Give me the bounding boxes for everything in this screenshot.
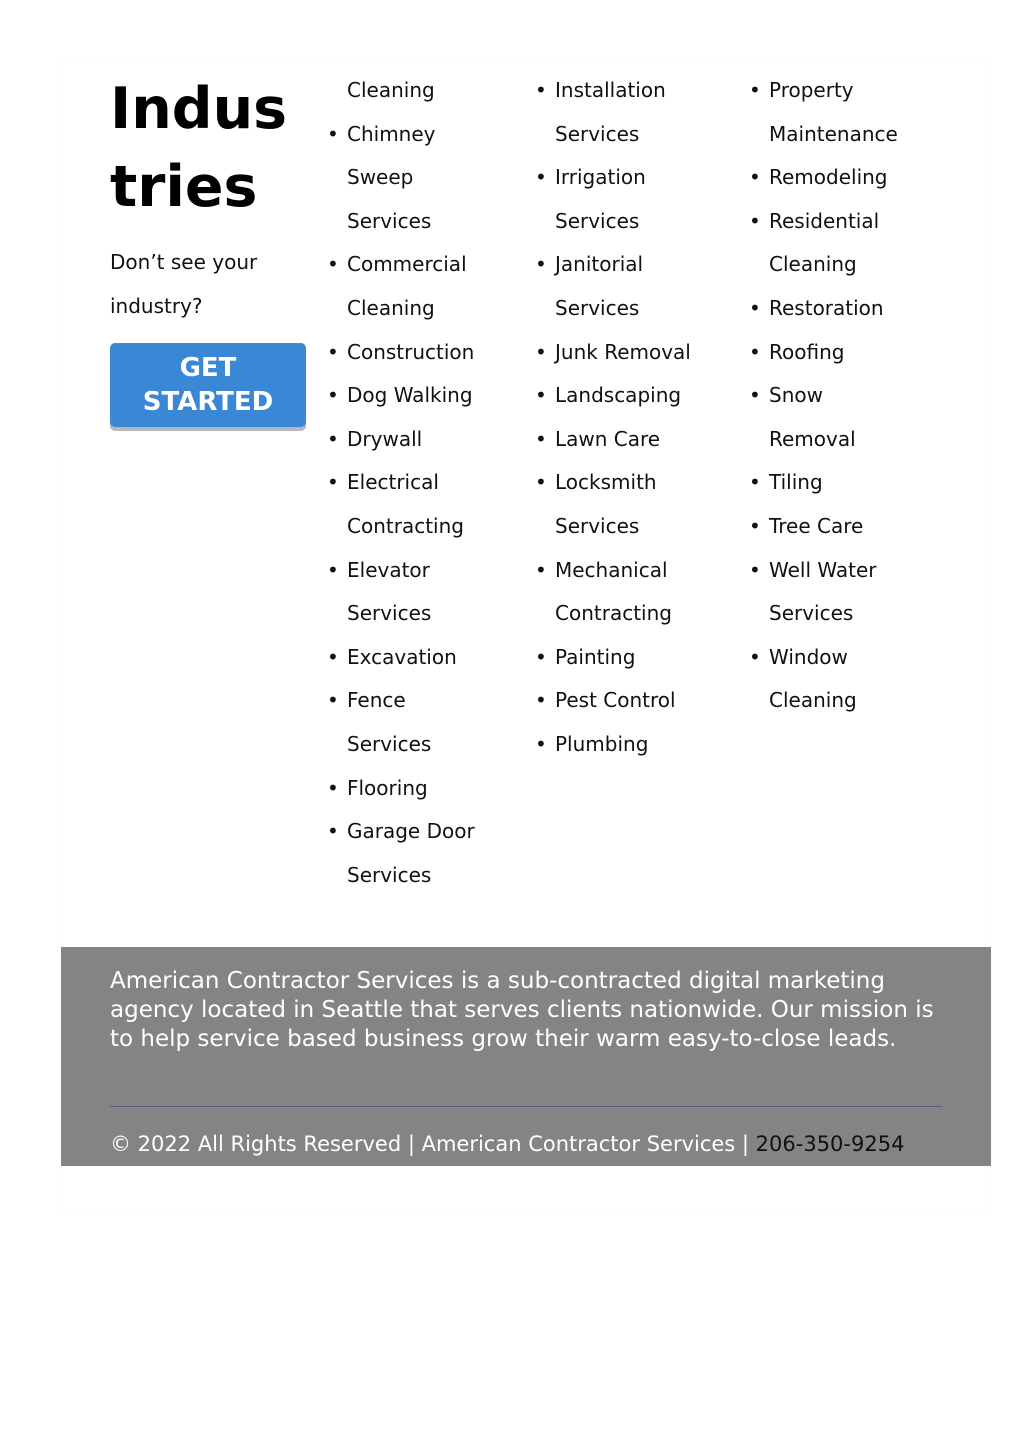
- site-footer: [61, 947, 991, 1166]
- industry-list-line: Services: [555, 208, 640, 233]
- industry-list-line: • Irrigation: [535, 156, 735, 200]
- industry-list-line: • Electrical: [327, 461, 527, 505]
- industry-list-line: Cleaning: [347, 78, 435, 102]
- industry-list-line: • Garage Door: [327, 810, 527, 854]
- industry-list-line: • Locksmith: [535, 461, 735, 505]
- footer-divider: [110, 1106, 942, 1107]
- industry-list-line: • Snow: [749, 374, 929, 418]
- industry-list-line: Services: [347, 731, 432, 756]
- industry-list-line: • Property: [749, 69, 929, 113]
- industry-list-line: • Dog Walking: [327, 374, 527, 418]
- industry-list-line: • Painting: [535, 636, 735, 680]
- industry-list-line: • Lawn Care: [535, 418, 735, 462]
- industries-list-column-1: [327, 69, 527, 897]
- industries-subtitle: Don’t see your industry?: [110, 250, 258, 318]
- industry-list-line: • Residential: [749, 200, 929, 244]
- industry-list-line: • Installation: [535, 69, 735, 113]
- industries-list-column-2: [535, 69, 735, 767]
- industry-list-line: Maintenance: [769, 121, 898, 146]
- industry-list-line: Services: [347, 208, 432, 233]
- industry-list-line: • Pest Control: [535, 679, 735, 723]
- footer-about-text: American Contractor Services is a sub-contracted digital marketing agency located in Seattle that serves clients nationwide. Our mission is to help service based business grow their warm easy-to-close leads.: [110, 968, 934, 1052]
- industry-list-line: • Tiling: [749, 461, 929, 505]
- industry-list-line: • Roofing: [749, 331, 929, 375]
- industry-list-line: Services: [555, 295, 640, 320]
- industry-list-line: • Excavation: [327, 636, 527, 680]
- industry-list-line: • Construction: [327, 331, 527, 375]
- industry-list-line: • Flooring: [327, 767, 527, 811]
- industry-list-line: • Remodeling: [749, 156, 929, 200]
- industry-list-line: • Drywall: [327, 418, 527, 462]
- industry-list-line: • Plumbing: [535, 723, 735, 767]
- industry-list-line: Contracting: [555, 601, 672, 626]
- industry-list-line: • Window: [749, 636, 929, 680]
- industry-list-line: Services: [555, 513, 640, 538]
- industry-list-line: Services: [347, 862, 432, 887]
- industry-list-line: • Restoration: [749, 287, 929, 331]
- footer-phone-link[interactable]: 206-350-9254: [755, 1132, 905, 1156]
- industry-list-line: Cleaning: [769, 252, 857, 277]
- footer-copyright-text: © 2022 All Rights Reserved | American Contractor Services |: [110, 1132, 756, 1156]
- industries-intro: [110, 70, 310, 427]
- get-started-button[interactable]: GET STARTED: [110, 343, 306, 427]
- footer-copyright: [110, 1130, 980, 1158]
- industry-list-line: Contracting: [347, 513, 464, 538]
- industry-list-line: Removal: [769, 426, 856, 451]
- industry-list-line: • Elevator: [327, 549, 527, 593]
- page-frame: [61, 62, 991, 1214]
- industry-list-line: • Mechanical: [535, 549, 735, 593]
- industries-section: [61, 62, 991, 947]
- industry-list-line: Cleaning: [769, 688, 857, 713]
- industry-list-line: • Janitorial: [535, 243, 735, 287]
- industry-list-line: • Commercial: [327, 243, 527, 287]
- industries-list-column-3: [749, 69, 929, 723]
- industry-list-line: • Fence: [327, 679, 527, 723]
- industry-list-line: • Well Water: [749, 549, 929, 593]
- industry-list-line: • Landscaping: [535, 374, 735, 418]
- industry-list-line: Sweep: [347, 165, 414, 190]
- industry-list-line: • Junk Removal: [535, 331, 735, 375]
- industry-list-line: • Chimney: [327, 113, 527, 157]
- industry-list-line: • Tree Care: [749, 505, 929, 549]
- industry-list-line: Services: [555, 121, 640, 146]
- industry-list-line: Services: [347, 601, 432, 626]
- industry-list-line: Cleaning: [347, 295, 435, 320]
- industries-title: Industries: [110, 76, 288, 220]
- industry-list-line: Services: [769, 601, 854, 626]
